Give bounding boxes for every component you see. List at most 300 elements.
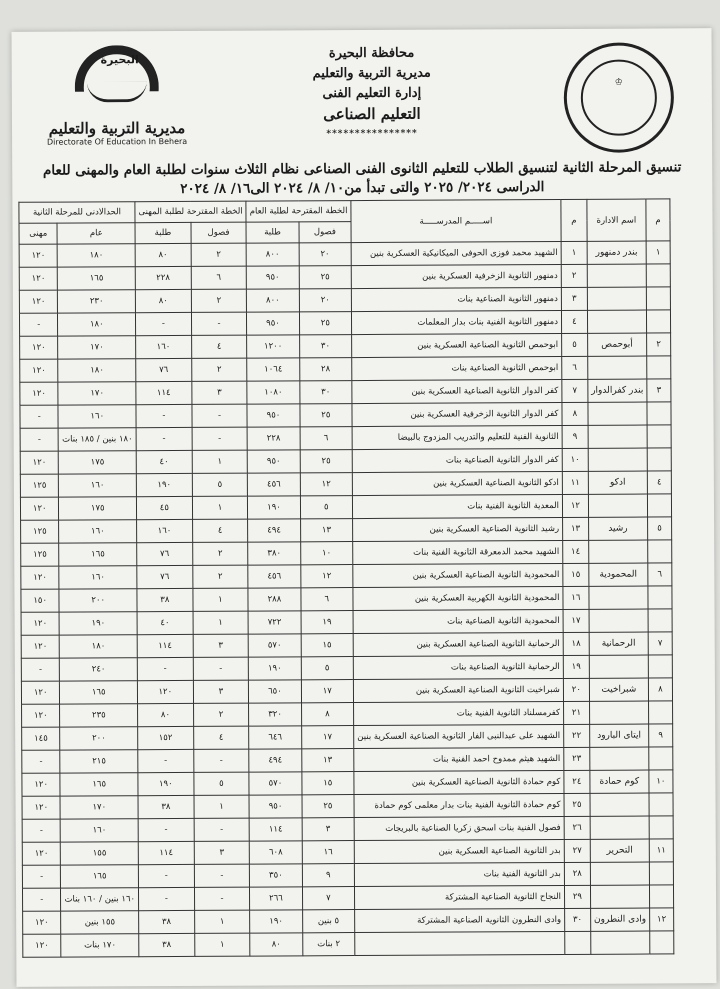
cell-sno: ١٢ (562, 494, 588, 517)
cell-sno: ٢٨ (564, 862, 590, 885)
header-admin: اسم الادارة (587, 199, 646, 241)
cell-voc: ١٢٥ (20, 474, 59, 497)
cell-c1: ٣٠ (299, 335, 351, 358)
cell-m (648, 701, 672, 724)
header-classes-2: فصول (191, 222, 247, 243)
cell-sno: ٢٣ (564, 747, 590, 770)
cell-c1: ٢ بنات (302, 933, 354, 956)
cell-gen: ١٦٠ (58, 405, 136, 428)
cell-school: ادكو الثانوية الصناعية العسكرية بنين (352, 471, 562, 495)
cell-s1: ١٩٠ (249, 657, 301, 680)
cell-gen: ١٦٠ (59, 520, 137, 543)
cell-voc: ١٢٠ (22, 842, 61, 865)
table-row (20, 379, 671, 405)
cell-school: كفر الدوار الثانوية الصناعية العسكرية بنين (352, 379, 562, 403)
cell-voc: ١٢٠ (23, 934, 62, 957)
coordination-table (18, 198, 674, 957)
cell-admin (588, 448, 647, 471)
cell-s2: ١٢٠ (137, 680, 193, 703)
cell-sno: ٥ (562, 333, 588, 356)
cell-admin: وادى النطرون (590, 908, 649, 931)
cell-school: الرحمانية الثانوية الصناعية بنات (353, 655, 563, 679)
cell-sno: ٩ (562, 425, 588, 448)
cell-c2: ٤ (192, 519, 248, 542)
cell-c1: ٦ (301, 588, 353, 611)
cell-m (647, 494, 671, 517)
cell-sno: ١٤ (563, 540, 589, 563)
cell-gen: ١٦٥ (61, 865, 139, 888)
cell-c2: ٢ (192, 565, 248, 588)
header-students-2: طلبة (135, 222, 191, 243)
cell-s2: - (138, 749, 194, 772)
cell-c1: ١٠ (300, 542, 352, 565)
cell-gen: ٢١٥ (60, 750, 138, 773)
cell-admin (590, 816, 649, 839)
header-plan-general: الخطة المقترحة لطلبة العام (246, 201, 351, 223)
cell-c1: ٥ (300, 496, 352, 519)
cell-m: ١ (646, 241, 670, 264)
cell-s2: - (137, 657, 193, 680)
cell-c1: ٦ (300, 427, 352, 450)
cell-c2: ٣ (193, 680, 249, 703)
cell-s1: ٩٥٠ (249, 795, 301, 818)
cell-sno: ٢٤ (564, 770, 590, 793)
cell-c1: ١٢ (300, 565, 352, 588)
cell-gen: ١٦٥ (60, 681, 138, 704)
table-row (21, 540, 672, 566)
cell-gen: ١٨٠ (58, 359, 136, 382)
table-row (20, 494, 671, 520)
cell-gen: ٢٠٠ (59, 589, 137, 612)
gear-book-icon (57, 41, 177, 114)
cell-s1: ٨٠٠ (247, 289, 299, 312)
cell-m: ٨ (648, 678, 672, 701)
cell-admin (589, 609, 648, 632)
cell-gen: ١٧٥ (59, 451, 137, 474)
cell-voc: - (19, 313, 58, 336)
table-row (20, 448, 671, 474)
cell-sno: ٣٠ (565, 908, 591, 931)
cell-s1: ٨٠ (250, 933, 302, 956)
cell-school: ابوحمص الثانوية الصناعية بنات (352, 356, 562, 380)
cell-s1: ٤٥٦ (248, 473, 300, 496)
table-row (21, 563, 672, 589)
cell-s2: ٧٦ (136, 358, 192, 381)
cell-c1: ٢٥ (300, 450, 352, 473)
department: إدارة التعليم الفنى (322, 85, 422, 102)
cell-s1: ١٢٠٠ (247, 335, 299, 358)
cell-c1: ٨ (301, 703, 353, 726)
cell-voc: - (22, 750, 61, 773)
cell-s1: ٣٢٠ (249, 703, 301, 726)
cell-m: ٩ (649, 724, 673, 747)
document-title (22, 158, 702, 200)
cell-sno: ٦ (562, 356, 588, 379)
cell-gen: ١٦٠ (59, 474, 137, 497)
cell-sno: ٢٥ (564, 793, 590, 816)
cell-gen: ٢٤٠ (60, 658, 138, 681)
table-row (22, 885, 673, 911)
cell-s2: ٤٠ (136, 450, 192, 473)
cell-s1: ٧٢٢ (248, 611, 300, 634)
header-minimum: الحدالادنى للمرحلة الثانية (19, 202, 135, 224)
table-row (22, 793, 673, 819)
cell-m (648, 540, 672, 563)
directorate: مديرية التربية والتعليم (312, 65, 431, 82)
cell-voc: ١٢٠ (20, 497, 59, 520)
ministry-seal-icon: ♔ (564, 42, 675, 153)
table-row (21, 586, 672, 612)
cell-m (650, 931, 674, 954)
cell-s2: ١٩٠ (136, 473, 192, 496)
cell-voc: ١٢٠ (20, 359, 59, 382)
cell-m (646, 287, 670, 310)
cell-m (649, 816, 673, 839)
cell-school: المحمودية الثانوية الكهربية العسكرية بنين (353, 586, 563, 610)
cell-admin: أبوحمص (587, 333, 646, 356)
cell-gen: ١٦٠ بنين / ١٦٠ بنات (61, 888, 139, 911)
cell-sno: ٨ (562, 402, 588, 425)
cell-s2: ٣٨ (137, 588, 193, 611)
cell-m: ٤ (647, 471, 671, 494)
cell-gen: ١٥٥ بنين (61, 911, 139, 934)
cell-gen: ١٥٥ (61, 842, 139, 865)
cell-school: المحمودية الثانوية الصناعية بنات (353, 609, 563, 633)
cell-school: كفرمسلناد الثانوية الفنية بنات (354, 701, 564, 725)
cell-m (648, 586, 672, 609)
cell-c2: ١ (192, 496, 248, 519)
cell-s1: ٩٥٠ (247, 266, 299, 289)
cell-s2: ١١٤ (137, 634, 193, 657)
cell-admin (589, 701, 648, 724)
cell-gen: ٢٣٥ (60, 704, 138, 727)
cell-gen: ٢٠٠ (60, 727, 138, 750)
cell-school: كفر الدوار الثانوية الزخرفية العسكرية بنين (352, 402, 562, 426)
cell-school: دمنهور الثانوية الزخرفية العسكرية بنين (351, 264, 561, 288)
cell-voc: ١٢٠ (22, 704, 61, 727)
cell-gen: ١٦٥ (59, 543, 137, 566)
letterhead-text (272, 43, 473, 144)
cell-voc: ١٢٠ (20, 382, 59, 405)
cell-sno: ٢٢ (564, 724, 590, 747)
cell-admin (588, 402, 647, 425)
header-plan-vocational: الخطة المقترحة لطلبة المهنى (135, 201, 246, 223)
cell-s2: ١٦٠ (136, 335, 192, 358)
cell-m: ١٢ (650, 908, 674, 931)
cell-admin: الرحمانية (589, 632, 648, 655)
cell-c1: ٢٨ (299, 358, 351, 381)
title-line-2: الدراسى ٢٠٢٤/ ٢٠٢٥ والتى تبدأ من١٠/ ٨/ ٢٠٢٤ الى١٦/ ٨/ ٢٠٢٤ (180, 179, 545, 197)
cell-c1: ٢٥ (299, 266, 351, 289)
cell-c2: ١ (194, 933, 250, 956)
cell-voc: - (22, 819, 61, 842)
cell-c1: ٣٠ (299, 381, 351, 404)
cell-c2: - (193, 749, 249, 772)
cell-gen: ٢٣٠ (58, 290, 136, 313)
table-body (19, 241, 674, 957)
cell-school: ابوحمص الثانوية الصناعية العسكرية بنين (352, 333, 562, 357)
cell-gen: ١٧٠ (58, 336, 136, 359)
table-row (20, 356, 671, 382)
cell-c1: ١٥ (301, 634, 353, 657)
cell-c2: - (194, 864, 250, 887)
cell-admin: التحرير (590, 839, 649, 862)
cell-s2: ٧٦ (137, 565, 193, 588)
cell-school: دمنهور الثانوية الفنية بنات بدار المعلمات (351, 310, 561, 334)
title-line-1: تنسيق المرحلة الثانية لتنسيق الطلاب للتعليم الثانوى الفنى الصناعى نظام الثلاث سنوات لطلبة العام والمهنى للعام (42, 159, 682, 179)
cell-m: ١٠ (649, 770, 673, 793)
table-row (19, 287, 670, 313)
cell-m (647, 425, 671, 448)
cell-school: كوم حمادة الثانوية الصناعية العسكرية بنين (354, 770, 564, 794)
cell-admin (588, 356, 647, 379)
cell-c1: ٥ (301, 657, 353, 680)
cell-admin (587, 310, 646, 333)
cell-school: الرحمانية الثانوية الصناعية العسكرية بنين (353, 632, 563, 656)
cell-c1: ٣ (302, 818, 354, 841)
cell-s2: ١١٤ (138, 841, 194, 864)
cell-c2: ٣ (194, 841, 250, 864)
cell-s1: ٣٨٠ (248, 542, 300, 565)
table-row (21, 609, 672, 635)
cell-c2: ١ (194, 795, 250, 818)
cell-sno: ١٣ (563, 517, 589, 540)
cell-s2: - (138, 864, 194, 887)
cell-school: كفر الدوار الثانوية الصناعية بنات (352, 448, 562, 472)
cell-s1: ٢٨٨ (248, 588, 300, 611)
cell-s2: ٤٠ (137, 611, 193, 634)
cell-admin (590, 862, 649, 885)
table-row (23, 931, 674, 957)
cell-c1: ٩ (302, 864, 354, 887)
cell-c2: - (191, 312, 247, 335)
cell-c1: ١٢ (300, 473, 352, 496)
table-row (19, 264, 670, 290)
header-vocational: مهنى (19, 223, 58, 244)
cell-admin (588, 425, 647, 448)
table-row (20, 471, 671, 497)
cell-s2: ٣٨ (139, 933, 195, 956)
cell-c1: ٢٥ (299, 312, 351, 335)
cell-voc: ١٤٥ (22, 727, 61, 750)
cell-gen: ١٨٠ (58, 244, 136, 267)
cell-admin: بندر دمنهور (587, 241, 646, 264)
cell-sno: ٢٧ (564, 839, 590, 862)
cell-school: الشهيد على عبدالنبى الفار الثانوية الصناعية العسكرية بنين (354, 724, 564, 748)
cell-voc: ١٢٠ (21, 612, 60, 635)
cell-sno: ١٦ (563, 586, 589, 609)
table-row (19, 310, 670, 336)
header-school: اســـــم المدرســـــة (351, 199, 561, 242)
cell-gen: ١٦٠ (61, 819, 139, 842)
table-row (22, 862, 673, 888)
cell-c2: ٤ (193, 726, 249, 749)
cell-voc: ١٢٠ (21, 681, 60, 704)
table-row (21, 632, 672, 658)
cell-m: ٦ (648, 563, 672, 586)
cell-school: دمنهور الثانوية الصناعية بنات (351, 287, 561, 311)
cell-s1: ٩٥٠ (247, 312, 299, 335)
cell-sno: ١٩ (563, 655, 589, 678)
cell-voc: ١٢٠ (22, 796, 61, 819)
cell-admin (587, 287, 646, 310)
cell-school: رشيد الثانوية الصناعية العسكرية بنين (353, 517, 563, 541)
cell-s2: ٤٥ (136, 496, 192, 519)
header-classes: فصول (299, 222, 351, 243)
cell-voc: ١٢٥ (21, 520, 60, 543)
cell-c2: ١ (193, 588, 249, 611)
logo-english-text: Directorate Of Education In Behera (46, 136, 188, 147)
cell-m (648, 609, 672, 632)
cell-admin (588, 540, 647, 563)
cell-voc: - (22, 865, 61, 888)
cell-s2: ٣٨ (138, 795, 194, 818)
cell-gen: ١٨٠ (60, 635, 138, 658)
directorate-logo (42, 41, 193, 147)
cell-admin: بندر كفرالدوار (588, 379, 647, 402)
cell-s2: ٨٠ (135, 243, 191, 266)
cell-gen: ١٧٠ بنات (61, 934, 139, 957)
cell-c1: ١٩ (301, 611, 353, 634)
cell-school: النجاح الثانوية الصناعية المشتركة (355, 885, 565, 909)
cell-s1: ٤٩٤ (248, 519, 300, 542)
table-row (20, 425, 671, 451)
cell-admin (587, 264, 646, 287)
cell-sno: ٢٩ (564, 885, 590, 908)
table-row (22, 747, 673, 773)
cell-c1: ١٧ (301, 680, 353, 703)
cell-school: وادى النطرون الثانوية الصناعية المشتركة (355, 908, 565, 932)
cell-voc: ١٢٥ (21, 543, 60, 566)
cell-voc: - (20, 428, 59, 451)
cell-gen: ١٧٠ (58, 382, 136, 405)
cell-admin (588, 494, 647, 517)
cell-s1: ٢٢٨ (247, 427, 299, 450)
logo-arabic-text: مديرية التربية والتعليم (48, 118, 186, 138)
cell-school: الشهيد محمد فوزى الحوفى الميكانيكية العسكرية بنين (351, 241, 561, 265)
cell-voc: - (20, 405, 59, 428)
cell-sno: ٢١ (563, 701, 589, 724)
header-m: م (646, 199, 670, 241)
cell-c1: ٥ بنين (302, 910, 354, 933)
sector: التعليم الصناعى (323, 104, 421, 124)
cell-c2: - (192, 427, 248, 450)
table-row (23, 908, 674, 934)
cell-gen: ١٦٥ (58, 267, 136, 290)
cell-admin (591, 931, 650, 954)
cell-sno: ٤ (561, 310, 587, 333)
cell-c2: - (193, 657, 249, 680)
cell-admin (590, 793, 649, 816)
cell-s1: ٤٩٤ (249, 749, 301, 772)
header-general: عام (57, 223, 135, 244)
cell-s1: ٩٥٠ (247, 450, 299, 473)
cell-sno: ٢٦ (564, 816, 590, 839)
cell-m (649, 885, 673, 908)
table-row (20, 402, 671, 428)
cell-sno: ٧ (562, 379, 588, 402)
cell-s2: ٧٦ (137, 542, 193, 565)
cell-c2: ٣ (192, 381, 248, 404)
cell-school: الشهيد محمد الدمعرقة الثانوية الفنية بنات (353, 540, 563, 564)
logo-caption: البحيرة (100, 53, 139, 67)
cell-c1: ٢٥ (300, 404, 352, 427)
cell-voc: - (21, 658, 60, 681)
cell-school: شبراخيت الثانوية الصناعية العسكرية بنين (353, 678, 563, 702)
cell-m: ٧ (648, 632, 672, 655)
cell-s1: ٥٧٠ (248, 634, 300, 657)
cell-s2: ١٩٠ (138, 772, 194, 795)
cell-c2: ٢ (192, 542, 248, 565)
cell-s1: ٤٥٦ (248, 565, 300, 588)
cell-c1: ٢٠ (299, 243, 351, 266)
cell-m (649, 862, 673, 885)
cell-school: فصول الفنية بنات اسحق زكريا الصناعية بالبريجات (354, 816, 564, 840)
cell-c2: ٥ (194, 772, 250, 795)
cell-s2: ١١٤ (136, 381, 192, 404)
cell-c2: ٤ (191, 335, 247, 358)
cell-s2: ٨٠ (138, 703, 194, 726)
cell-school: بدر الثانوية الصناعية العسكرية بنين (354, 839, 564, 863)
cell-m: ٢ (647, 333, 671, 356)
cell-voc: ١٢٠ (19, 267, 58, 290)
table-row (20, 333, 671, 359)
cell-m (647, 448, 671, 471)
cell-s1: ٦٤٦ (249, 726, 301, 749)
cell-sno: ٢٠ (563, 678, 589, 701)
cell-sno: ٣ (561, 287, 587, 310)
cell-school (355, 931, 565, 955)
cell-sno (565, 931, 591, 954)
cell-c1: ٢٠ (299, 289, 351, 312)
cell-s1: ٣٥٠ (250, 864, 302, 887)
cell-school: الثانوية الفنية للتعليم والتدريب المزدوج بالبيضا (352, 425, 562, 449)
cell-admin: رشيد (588, 517, 647, 540)
cell-m (649, 747, 673, 770)
cell-sno: ١٠ (562, 448, 588, 471)
cell-c2: ٦ (191, 266, 247, 289)
cell-s1: ٩٥٠ (247, 404, 299, 427)
cell-sno: ١ (561, 241, 587, 264)
table-row (22, 701, 673, 727)
cell-gen: ١٦٥ (60, 773, 138, 796)
cell-admin: ادكو (588, 471, 647, 494)
cell-voc: ١٥٠ (21, 589, 60, 612)
cell-s1: ٦٠٨ (250, 841, 302, 864)
cell-c1: ٧ (302, 887, 354, 910)
letterhead (12, 34, 713, 168)
cell-voc: ١٢٠ (22, 773, 61, 796)
cell-s1: ١٠٦٤ (247, 358, 299, 381)
cell-s1: ٢٦٦ (250, 887, 302, 910)
cell-voc: ١٢٠ (19, 290, 58, 313)
cell-s1: ٦٥٠ (249, 680, 301, 703)
cell-s2: ١٦٠ (137, 519, 193, 542)
cell-sno: ١٨ (563, 632, 589, 655)
cell-c2: ١ (192, 450, 248, 473)
table-row (21, 517, 672, 543)
cell-admin: شبراخيت (589, 678, 648, 701)
cell-c2: ٣ (193, 634, 249, 657)
cell-c2: ١ (193, 611, 249, 634)
cell-voc: ١٢٠ (20, 451, 59, 474)
cell-admin: ايتاى البارود (589, 724, 648, 747)
cell-voc: ١٢٠ (21, 566, 60, 589)
cell-c2: - (194, 887, 250, 910)
cell-admin (590, 885, 649, 908)
cell-s1: ٥٧٠ (249, 772, 301, 795)
cell-admin (589, 655, 648, 678)
